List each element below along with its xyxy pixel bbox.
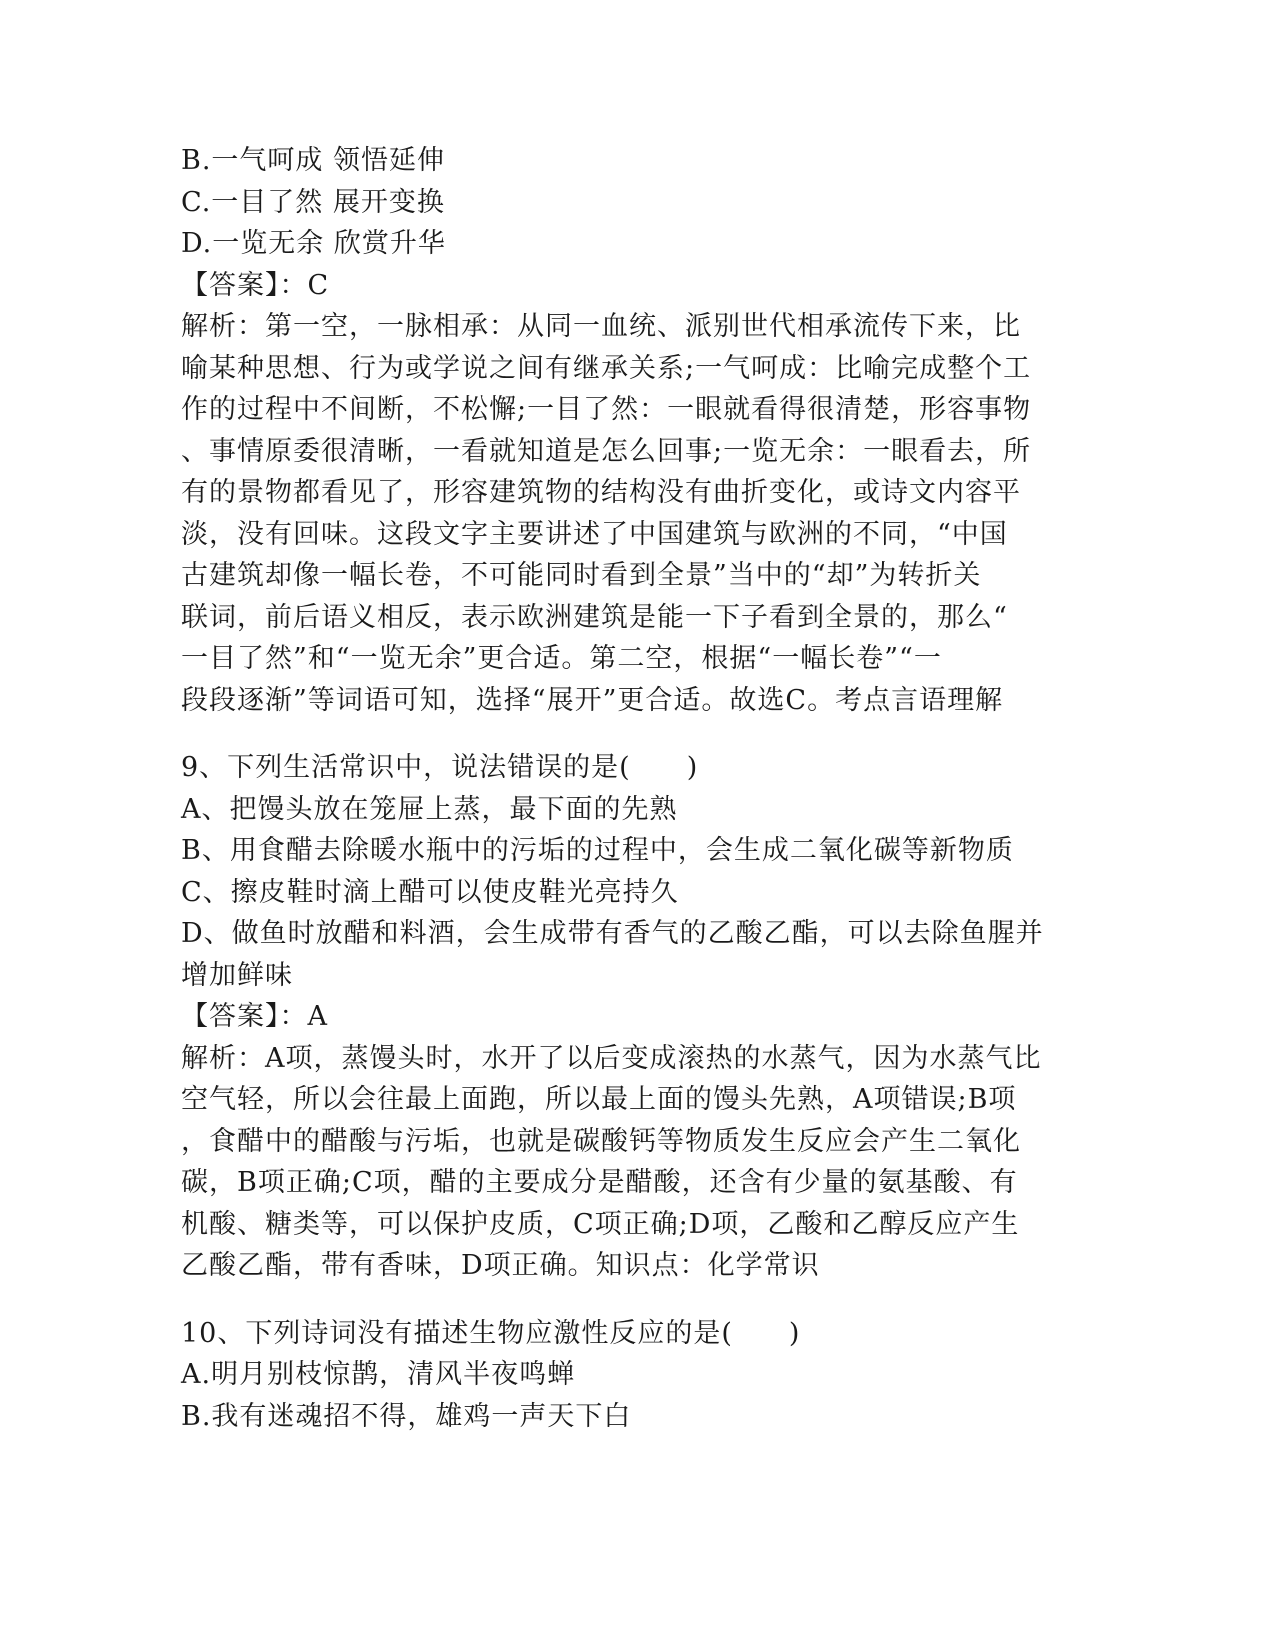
analysis-line: 乙酸乙酯，带有香味，D项正确。知识点：化学常识 xyxy=(181,1250,820,1281)
analysis-line: 作的过程中不间断，不松懈;一目了然：一眼就看得很清楚，形容事物 xyxy=(181,394,1032,425)
analysis-line: 一目了然”和“一览无余”更合适。第二空，根据“一幅长卷”“一 xyxy=(181,643,942,674)
analysis-line: ，食醋中的醋酸与污垢，也就是碳酸钙等物质发生反应会产生二氧化 xyxy=(181,1125,1021,1157)
analysis-line: 联词，前后语义相反，表示欧洲建筑是能一下子看到全景的，那么“ xyxy=(181,601,1008,633)
option-d: D、做鱼时放醋和料酒，会生成带有香气的乙酸乙酯，可以去除鱼腥并 xyxy=(181,918,1044,949)
option-c: C、擦皮鞋时滴上醋可以使皮鞋光亮持久 xyxy=(181,876,679,908)
option-c: C.一目了然 展开变换 xyxy=(181,186,445,218)
analysis-line: 机酸、糖类等，可以保护皮质，C项正确;D项，乙酸和乙醇反应产生 xyxy=(181,1208,1020,1240)
option-b: B.一气呵成 领悟延伸 xyxy=(181,145,446,176)
question-8-tail xyxy=(181,140,1041,721)
question-stem: 10、下列诗词没有描述生物应激性反应的是( ) xyxy=(181,1317,801,1349)
analysis-line: 段段逐渐”等词语可知，选择“展开”更合适。故选C。考点言语理解 xyxy=(181,684,1004,716)
analysis-line: 空气轻，所以会往最上面跑，所以最上面的馒头先熟，A项错误;B项 xyxy=(181,1084,1017,1115)
option-a: A.明月别枝惊鹊，清风半夜鸣蝉 xyxy=(181,1359,576,1390)
analysis-line: 喻某种思想、行为或学说之间有继承关系;一气呵成：比喻完成整个工 xyxy=(181,352,1032,384)
analysis-line: 淡，没有回味。这段文字主要讲述了中国建筑与欧洲的不同，“中国 xyxy=(181,518,1008,550)
analysis-line: 古建筑却像一幅长卷，不可能同时看到全景”当中的“却”为转折关 xyxy=(181,560,982,591)
option-d-continued: 增加鲜味 xyxy=(181,959,293,991)
answer-line: 【答案】：A xyxy=(181,1001,328,1032)
section-gap xyxy=(181,1287,1041,1313)
option-a: A、把馒头放在笼屉上蒸，最下面的先熟 xyxy=(181,793,678,825)
question-9 xyxy=(181,747,1044,1287)
analysis-line: 解析：第一空，一脉相承：从同一血统、派别世代相承流传下来，比 xyxy=(181,311,1021,342)
option-b: B.我有迷魂招不得，雄鸡一声天下白 xyxy=(181,1400,632,1432)
question-stem: 9、下列生活常识中，说法错误的是( ) xyxy=(181,752,699,783)
option-b: B、用食醋去除暖水瓶中的污垢的过程中，会生成二氧化碳等新物质 xyxy=(181,835,1014,866)
option-d: D.一览无余 欣赏升华 xyxy=(181,228,446,259)
document-page xyxy=(181,140,1044,1437)
question-10 xyxy=(181,1313,1041,1438)
answer-line: 【答案】：C xyxy=(181,269,330,301)
analysis-line: 有的景物都看见了，形容建筑物的结构没有曲折变化，或诗文内容平 xyxy=(181,477,1021,508)
analysis-line: 、事情原委很清晰，一看就知道是怎么回事;一览无余：一眼看去，所 xyxy=(181,435,1032,467)
section-gap xyxy=(181,721,1041,747)
analysis-line: 解析：A项，蒸馒头时，水开了以后变成滚热的水蒸气，因为水蒸气比 xyxy=(181,1042,1042,1074)
analysis-line: 碳，B项正确;C项，醋的主要成分是醋酸，还含有少量的氨基酸、有 xyxy=(181,1167,1018,1198)
